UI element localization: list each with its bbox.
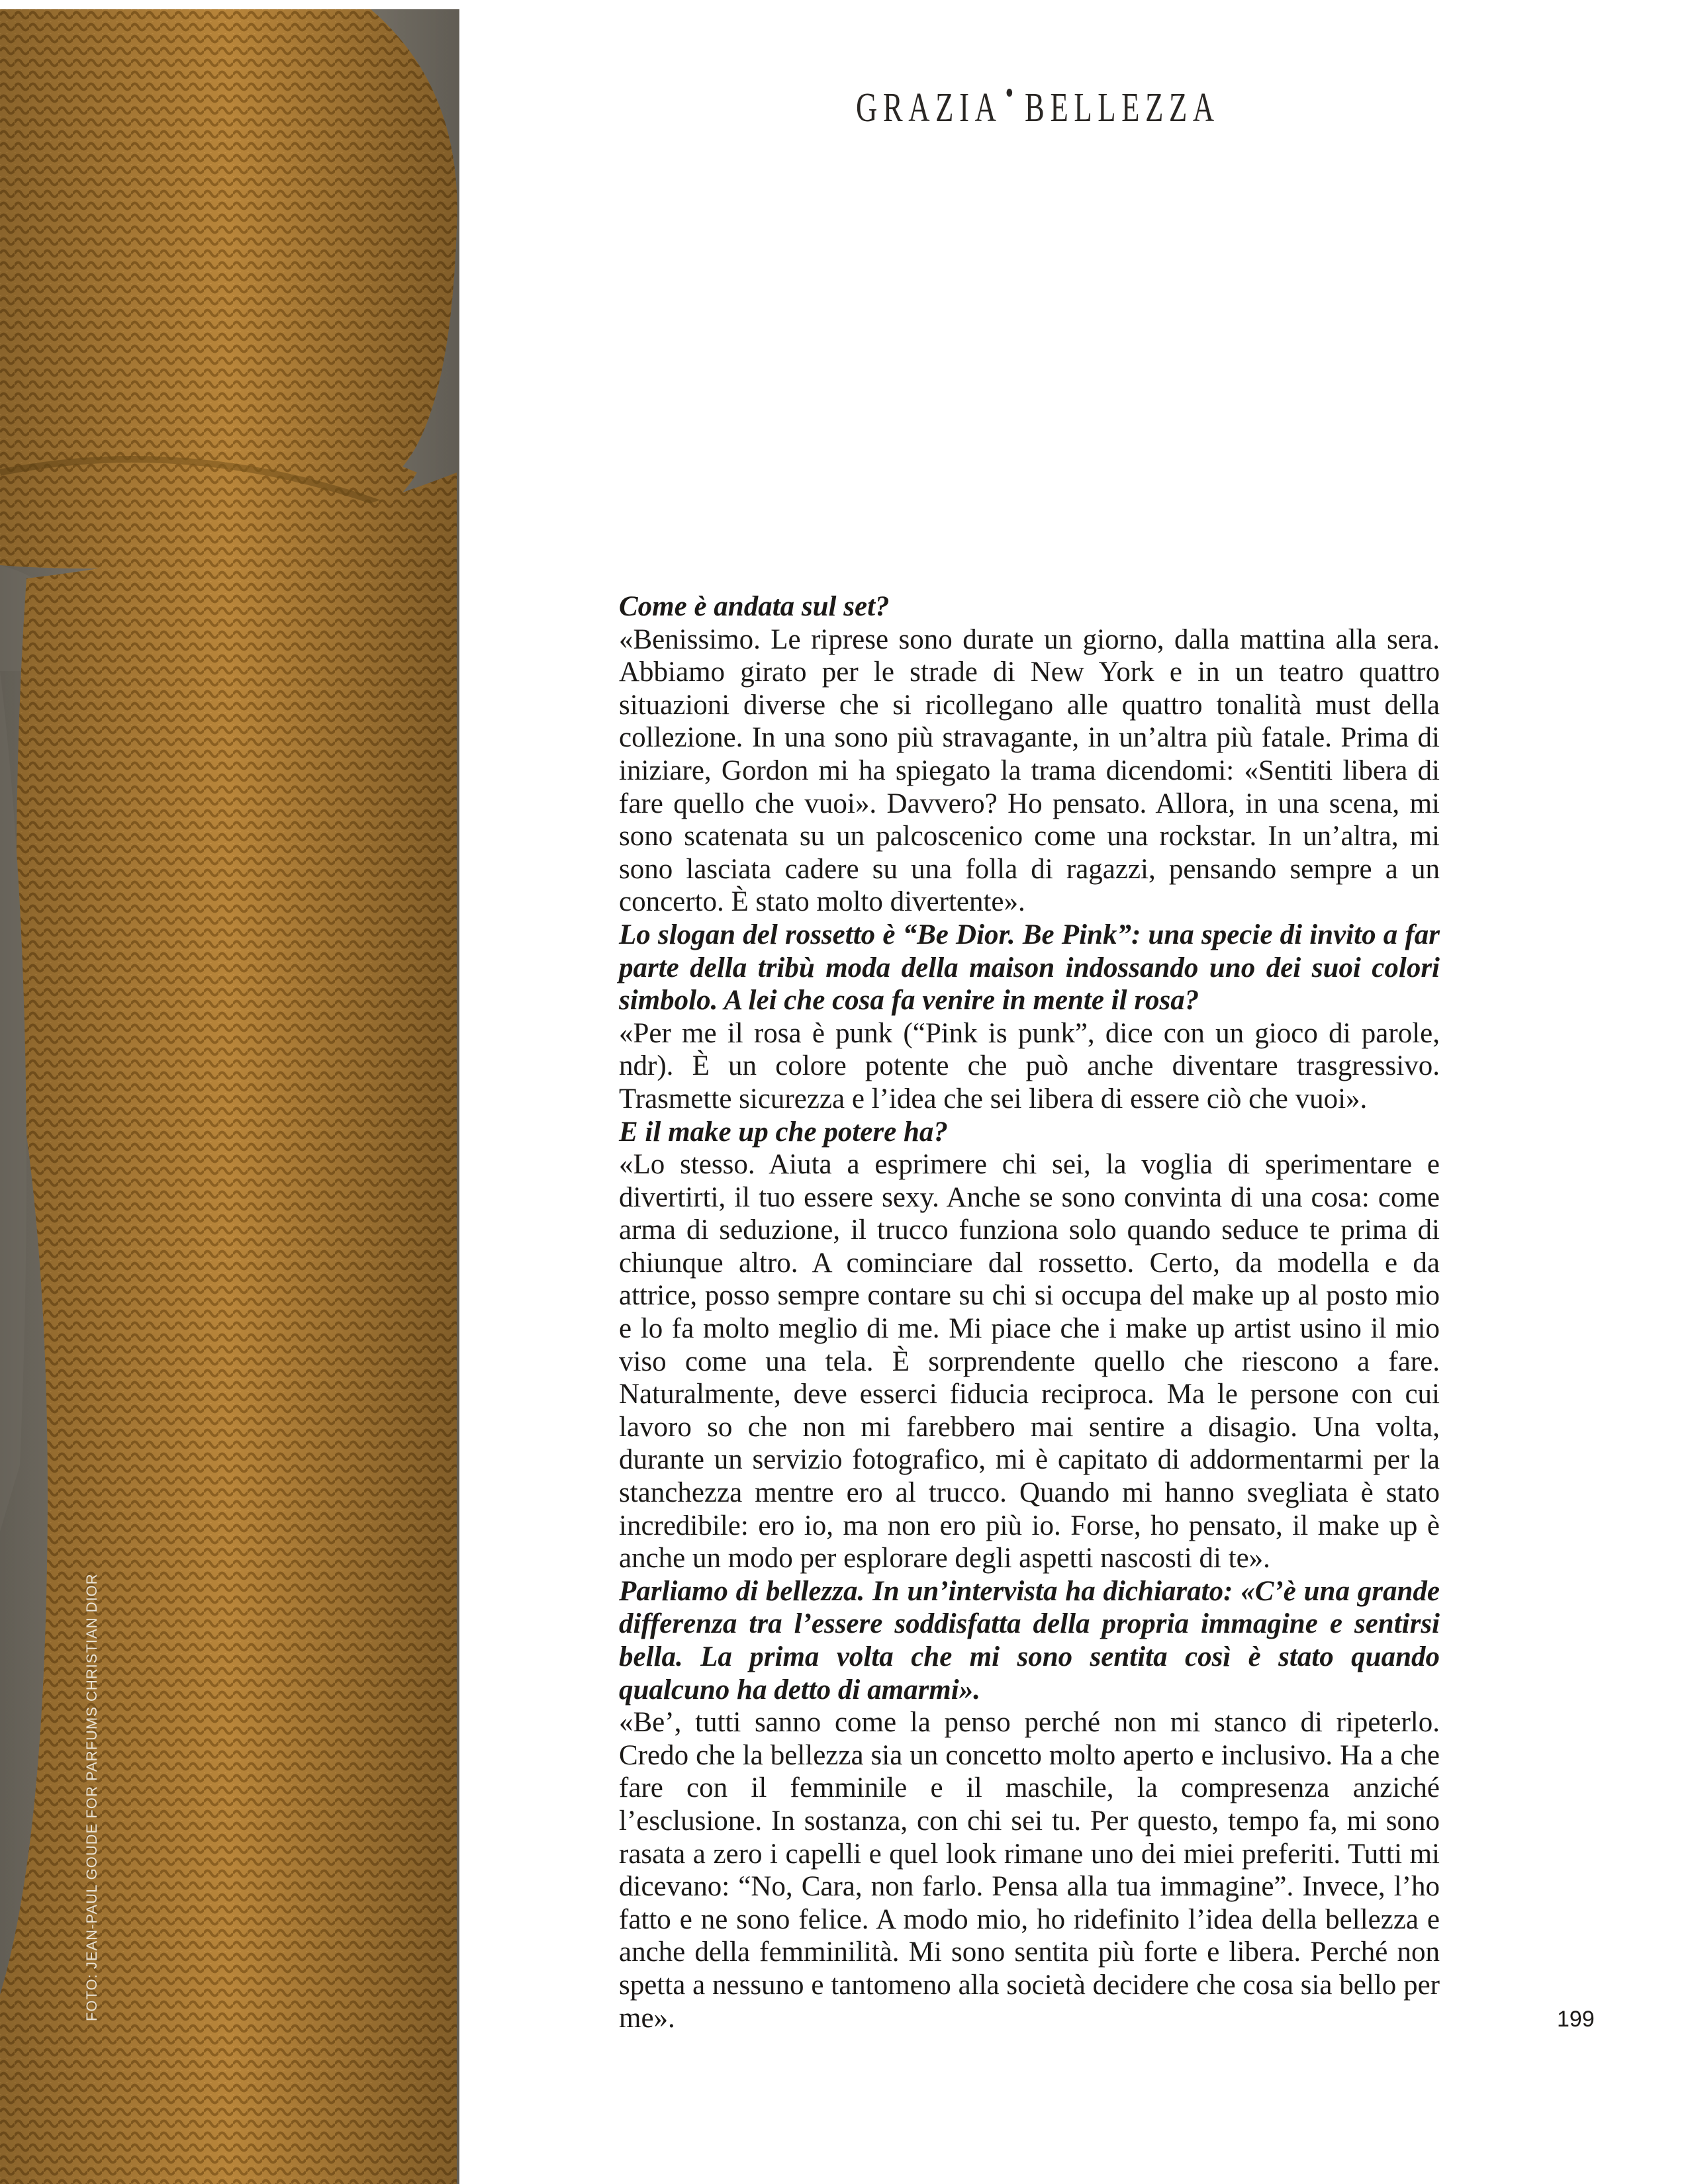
interview-answer: «Lo stesso. Aiuta a esprimere chi sei, la voglia di sperimentare e divertirti, il tuo essere sexy. Anche se sono convinta di una cosa: come arma di seduzione, il trucco funziona solo quando seduce te prima di chiunque altro. A cominciare dal rossetto. Certo, da modella e da attrice, posso sempre contare su chi si occupa del make up al posto mio e lo fa molto meglio di me. Mi piace che i make up artist usino il mio viso come una tela. È sorprendente quello che riescono a fare. Naturalmente, deve esserci fiducia reciproca. Ma le persone con cui lavoro so che non mi farebbero mai sentire a disagio. Una volta, durante un servizio fotografico, mi è capitato di addormentarmi per la stanchezza mentre ero al trucco. Quando mi hanno svegliata è stato incredibile: ero io, ma non ero più io. Forse, ho pensato, il make up è anche un modo per esplorare degli aspetti nascosti di te».: [619, 1149, 1440, 1574]
masthead: [856, 85, 1220, 138]
interview-question: Come è andata sul set?: [619, 591, 890, 622]
interview-question: E il make up che potere ha?: [619, 1116, 948, 1148]
interview-answer: «Be’, tutti sanno come la penso perché non mi stanco di ripeterlo. Credo che la bellezza sia un concetto molto aperto e inclusivo. Ha a che fare con il femminile e il maschile, la compresenza anziché l’esclusione. In sostanza, con chi sei tu. Per questo, tempo fa, mi sono rasata a zero i capelli e quel look rimane uno dei miei preferiti. Tutti mi dicevano: “No, Cara, non farlo. Pensa alla tua immagine”. Invece, l’ho fatto e ne sono felice. A modo mio, ho ridefinito l’idea della bellezza e anche della femminilità. Mi sono sentita più forte e libera. Perché non spetta a nessuno e tantomeno alla società decidere che cosa sia bello per me».: [619, 1707, 1440, 2034]
interview-answer: «Benissimo. Le riprese sono durate un giorno, dalla mattina alla sera. Abbiamo girato per le strade di New York e in un teatro quattro situazioni diverse che si ricollegano alle quattro tonalità must della collezione. In una sono più stravagante, in un’altra più fatale. Prima di iniziare, Gordon mi ha spiegato la trama dicendomi: «Sentiti libera di fare quello che vuoi». Davvero? Ho pensato. Allora, in una scena, mi sono scatenata su un palcoscenico come una rockstar. In un’altra, mi sono lasciata cadere su una folla di ragazzi, pensando sempre a un concerto. È stato molto divertente».: [619, 623, 1440, 918]
brand-name: GRAZIA: [856, 85, 1002, 130]
bullet-dot-icon: [1007, 89, 1013, 97]
section-name: BELLEZZA: [1025, 85, 1220, 130]
interview-question: Parliamo di bellezza. In un’intervista ha dichiarato: «C’è una grande differenza tra l’essere soddisfatta della propria immagine e sentirsi bella. La prima volta che mi sono sentita così è stato quando qualcuno ha detto di amarmi».: [619, 1575, 1440, 1706]
photo-panel: [0, 9, 459, 2184]
knit-sweater-image: [0, 9, 459, 2184]
photo-credit: FOTO: JEAN-PAUL GOUDE FOR PARFUMS CHRISTIAN DIOR: [83, 1573, 100, 2021]
article-body: [619, 590, 1440, 2034]
interview-answer: «Per me il rosa è punk (“Pink is punk”, dice con un gioco di parole, ndr). È un colore potente che può anche diventare trasgressivo. Trasmette sicurezza e l’idea che sei libera di essere ciò che vuoi».: [619, 1017, 1440, 1115]
page-number: 199: [1557, 2007, 1595, 2032]
interview-question: Lo slogan del rossetto è “Be Dior. Be Pink”: una specie di invito a far parte della tribù moda della maison indossando uno dei suoi colori simbolo. A lei che cosa fa venire in mente il rosa?: [619, 919, 1440, 1017]
